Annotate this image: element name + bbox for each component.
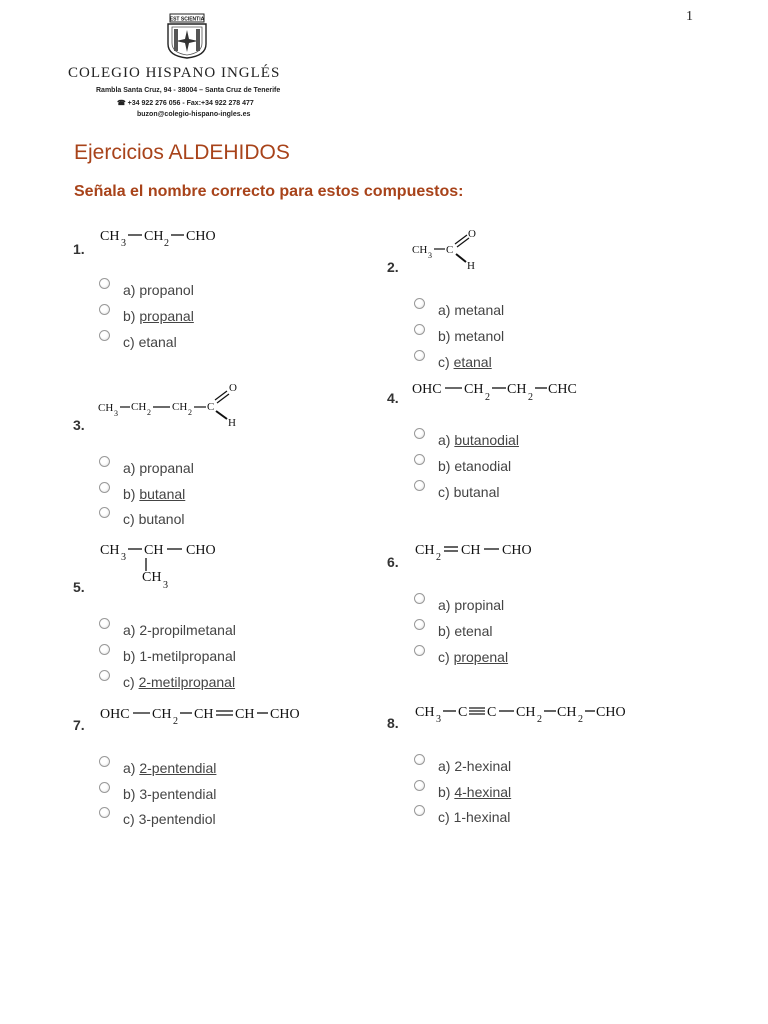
question-number-6: 6. (387, 554, 399, 570)
radio-q2-c[interactable] (414, 350, 425, 361)
bond-line (215, 391, 227, 400)
formula-fragment: CH (507, 382, 527, 397)
option-q1-c[interactable]: c) etanal (123, 334, 177, 350)
radio-q8-c[interactable] (414, 805, 425, 816)
formula-fragment: CH (516, 705, 536, 720)
radio-q3-b[interactable] (99, 482, 110, 493)
formula-fragment: C (446, 244, 454, 256)
formula-fragment: C (458, 705, 468, 720)
formula-fragment: CHO (596, 705, 626, 720)
radio-q7-c[interactable] (99, 807, 110, 818)
radio-q5-a[interactable] (99, 618, 110, 629)
option-q1-a[interactable]: a) propanol (123, 282, 194, 298)
option-q1-b[interactable]: b) propanal (123, 308, 194, 324)
formula-fragment: 2 (164, 238, 169, 249)
radio-q6-c[interactable] (414, 645, 425, 656)
school-name: COLEGIO HISPANO INGLÉS (68, 65, 281, 81)
question-number-3: 3. (73, 417, 85, 433)
bond-line (216, 411, 227, 419)
formula-fragment: 3 (121, 552, 126, 563)
formula-fragment: CH (557, 705, 577, 720)
structure-q4 (410, 376, 585, 406)
option-q2-a[interactable]: a) metanal (438, 302, 505, 318)
formula-fragment: 2 (578, 714, 583, 725)
formula-fragment: CH (415, 705, 435, 720)
formula-fragment: CH (235, 707, 255, 722)
formula-fragment: OHC (100, 707, 130, 722)
radio-q4-c[interactable] (414, 480, 425, 491)
formula-fragment: 3 (436, 714, 441, 725)
formula-fragment: CH (464, 382, 484, 397)
formula-fragment: CH (100, 543, 120, 558)
option-q6-b[interactable]: b) etenal (438, 623, 493, 639)
structure-q7 (98, 702, 313, 732)
formula-fragment: H (467, 260, 475, 272)
structure-q6 (413, 538, 543, 566)
formula-fragment: CHC (548, 382, 577, 397)
question-number-5: 5. (73, 579, 85, 595)
school-email: buzon@colegio-hispano-ingles.es (137, 111, 251, 118)
option-q8-b[interactable]: b) 4-hexinal (438, 784, 512, 800)
radio-q7-b[interactable] (99, 782, 110, 793)
option-q7-c[interactable]: c) 3-pentendiol (123, 811, 216, 827)
option-q5-b[interactable]: b) 1-metilpropanal (123, 648, 236, 664)
option-q3-b[interactable]: b) butanal (123, 486, 186, 502)
structure-q1 (98, 224, 228, 250)
radio-q3-c[interactable] (99, 507, 110, 518)
option-q7-b[interactable]: b) 3-pentendial (123, 786, 217, 802)
option-q7-a[interactable]: a) 2-pentendial (123, 760, 217, 776)
formula-fragment: CH (131, 401, 147, 413)
radio-q3-a[interactable] (99, 456, 110, 467)
formula-fragment: CH (152, 707, 172, 722)
school-seal-logo (162, 12, 212, 60)
option-q4-b[interactable]: b) etanodial (438, 458, 512, 474)
radio-q1-b[interactable] (99, 304, 110, 315)
formula-fragment: CH (100, 229, 120, 244)
option-q8-a[interactable]: a) 2-hexinal (438, 758, 512, 774)
formula-fragment: 2 (173, 716, 178, 727)
radio-q2-a[interactable] (414, 298, 425, 309)
formula-fragment: 2 (485, 392, 490, 403)
option-q8-c[interactable]: c) 1-hexinal (438, 809, 511, 825)
radio-q1-a[interactable] (99, 278, 110, 289)
formula-fragment: CH (415, 543, 435, 558)
radio-q8-a[interactable] (414, 754, 425, 765)
structure-q2 (410, 226, 485, 272)
formula-fragment: 2 (188, 408, 192, 417)
formula-fragment: C (207, 401, 215, 413)
option-q6-c[interactable]: c) propenal (438, 649, 509, 665)
radio-q2-b[interactable] (414, 324, 425, 335)
formula-fragment: CH (194, 707, 214, 722)
formula-fragment: CH (412, 244, 428, 256)
formula-fragment: CHO (186, 543, 216, 558)
formula-fragment: CHO (502, 543, 532, 558)
formula-fragment: 2 (147, 408, 151, 417)
formula-fragment: CH (98, 402, 114, 414)
formula-fragment: CH (144, 229, 164, 244)
option-q5-a[interactable]: a) 2-propilmetanal (123, 622, 236, 638)
bond-line (455, 235, 467, 244)
formula-fragment: CH (461, 543, 481, 558)
option-q4-a[interactable]: a) butanodial (438, 432, 519, 448)
option-q5-c[interactable]: c) 2-metilpropanal (123, 674, 236, 690)
page-number: 1 (686, 9, 693, 24)
option-q3-c[interactable]: c) butanol (123, 511, 185, 527)
question-number-1: 1. (73, 241, 85, 257)
formula-fragment: O (229, 382, 237, 394)
radio-q6-a[interactable] (414, 593, 425, 604)
bond-line (456, 254, 466, 262)
formula-fragment: 3 (428, 251, 432, 260)
question-number-8: 8. (387, 715, 399, 731)
option-q4-c[interactable]: c) butanal (438, 484, 500, 500)
formula-fragment: 2 (436, 552, 441, 563)
radio-q7-a[interactable] (99, 756, 110, 767)
question-number-2: 2. (387, 259, 399, 275)
formula-fragment: 3 (163, 580, 168, 591)
instruction-text: Señala el nombre correcto para estos compuestos: (74, 183, 464, 200)
radio-q4-a[interactable] (414, 428, 425, 439)
structure-q5 (98, 538, 228, 592)
formula-fragment: OHC (412, 382, 442, 397)
school-address: Rambla Santa Cruz, 94 - 38004 – Santa Cruz de Tenerife (96, 87, 281, 94)
formula-fragment: 3 (121, 238, 126, 249)
formula-fragment: O (468, 228, 476, 240)
option-q3-a[interactable]: a) propanal (123, 460, 194, 476)
formula-fragment: CH (144, 543, 164, 558)
radio-q1-c[interactable] (99, 330, 110, 341)
formula-fragment: CH (142, 570, 162, 585)
formula-fragment: 2 (528, 392, 533, 403)
bond-line (217, 394, 229, 403)
question-number-7: 7. (73, 717, 85, 733)
formula-fragment: 3 (114, 409, 118, 418)
seal-text: EST SCIENTIA (169, 16, 205, 23)
radio-q4-b[interactable] (414, 454, 425, 465)
radio-q5-c[interactable] (99, 670, 110, 681)
page-title: Ejercicios ALDEHIDOS (74, 141, 290, 164)
question-number-4: 4. (387, 390, 399, 406)
formula-fragment: 2 (537, 714, 542, 725)
radio-q5-b[interactable] (99, 644, 110, 655)
formula-fragment: CH (172, 401, 188, 413)
school-phone-fax: ☎ +34 922 276 056 - Fax:+34 922 278 477 (117, 100, 254, 107)
radio-q6-b[interactable] (414, 619, 425, 630)
option-q6-a[interactable]: a) propinal (438, 597, 505, 613)
formula-fragment: H (228, 417, 236, 429)
formula-fragment: CHO (186, 229, 216, 244)
structure-q3 (96, 380, 246, 430)
option-q2-c[interactable]: c) etanal (438, 354, 492, 370)
radio-q8-b[interactable] (414, 780, 425, 791)
formula-fragment: CHO (270, 707, 300, 722)
formula-fragment: C (487, 705, 497, 720)
structure-q8 (413, 700, 638, 730)
option-q2-b[interactable]: b) metanol (438, 328, 505, 344)
